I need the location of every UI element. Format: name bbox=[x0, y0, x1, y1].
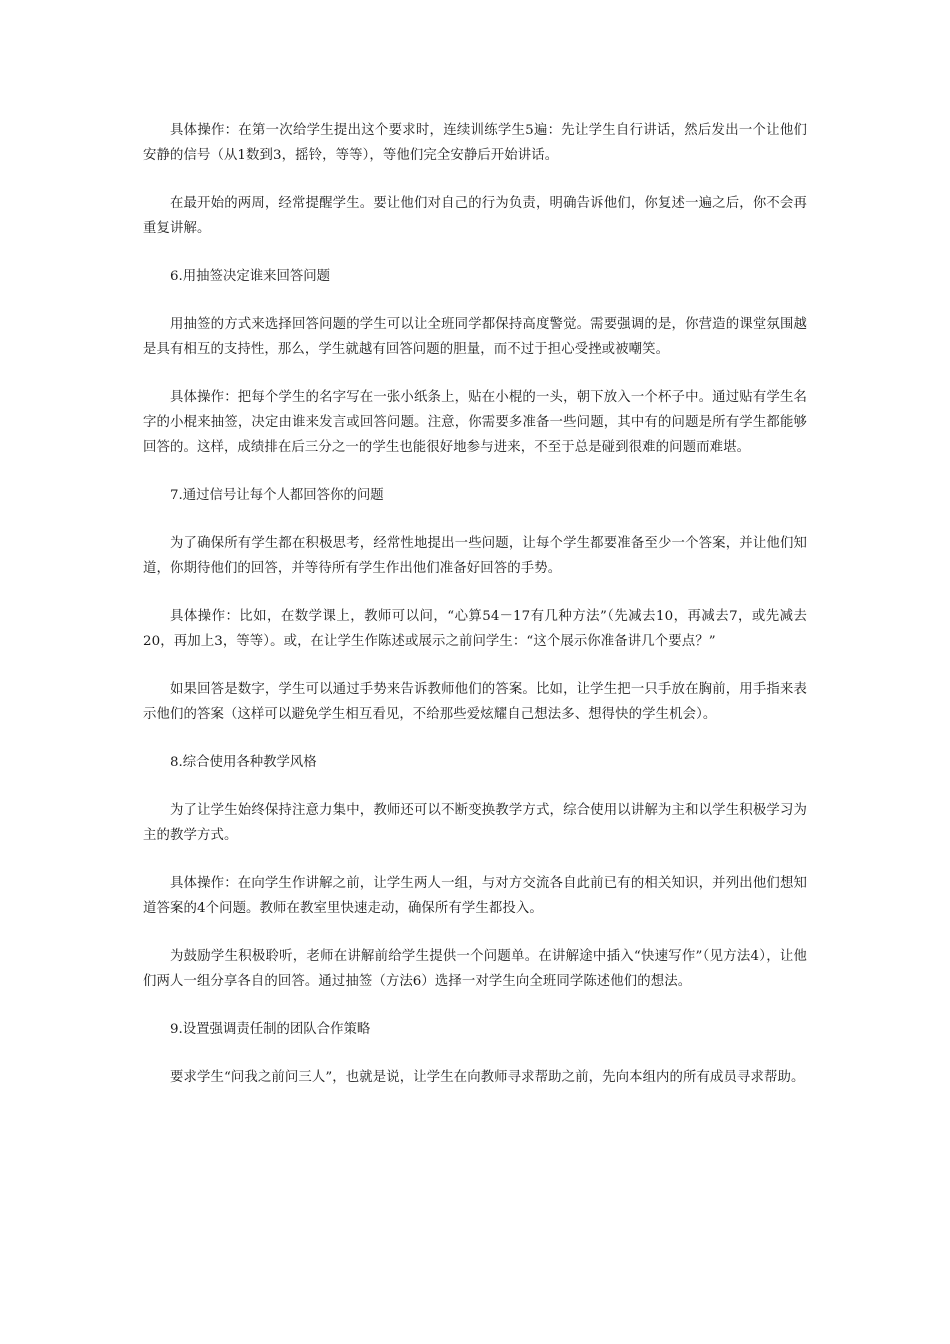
paragraph: 为了确保所有学生都在积极思考，经常性地提出一些问题，让每个学生都要准备至少一个答案，并让他们知道，你期待他们的回答，并等待所有学生作出他们准备好回答的手势。 bbox=[143, 536, 807, 576]
document-body bbox=[143, 118, 807, 1113]
section-heading: 8.综合使用各种教学风格 bbox=[170, 755, 317, 770]
paragraph: 具体操作：把每个学生的名字写在一张小纸条上，贴在小棍的一头，朝下放入一个杯子中。通过贴有学生名字的小棍来抽签，决定由谁来发言或回答问题。注意，你需要多准备一些问题，其中有的问题是所有学生都能够回答的。这样，成绩排在后三分之一的学生也能很好地参与进来，不至于总是碰到很难的问题而难堪。 bbox=[143, 390, 807, 455]
paragraph: 具体操作：在向学生作讲解之前，让学生两人一组，与对方交流各自此前已有的相关知识，并列出他们想知道答案的4个问题。教师在教室里快速走动，确保所有学生都投入。 bbox=[143, 876, 807, 916]
section-heading: 6.用抽签决定谁来回答问题 bbox=[170, 269, 331, 284]
paragraph: 具体操作：比如，在数学课上，教师可以问，“心算54－17有几种方法”（先减去10，再减去7，或先减去20，再加上3，等等）。或，在让学生作陈述或展示之前问学生：“这个展示你准备讲几个要点？” bbox=[143, 609, 807, 649]
section-heading: 7.通过信号让每个人都回答你的问题 bbox=[170, 488, 384, 503]
paragraph: 用抽签的方式来选择回答问题的学生可以让全班同学都保持高度警觉。需要强调的是，你营造的课堂氛围越是具有相互的支持性，那么，学生就越有回答问题的胆量，而不过于担心受挫或被嘲笑。 bbox=[143, 317, 807, 357]
paragraph: 要求学生“问我之前问三人”，也就是说，让学生在向教师寻求帮助之前，先向本组内的所有成员寻求帮助。 bbox=[170, 1070, 805, 1085]
paragraph: 在最开始的两周，经常提醒学生。要让他们对自己的行为负责，明确告诉他们，你复述一遍之后，你不会再重复讲解。 bbox=[143, 196, 807, 236]
paragraph: 为了让学生始终保持注意力集中，教师还可以不断变换教学方式，综合使用以讲解为主和以学生积极学习为主的教学方式。 bbox=[143, 803, 807, 843]
section-heading: 9.设置强调责任制的团队合作策略 bbox=[170, 1022, 371, 1037]
paragraph: 为鼓励学生积极聆听，老师在讲解前给学生提供一个问题单。在讲解途中插入“快速写作”（见方法4），让他们两人一组分享各自的回答。通过抽签（方法6）选择一对学生向全班同学陈述他们的想法。 bbox=[143, 949, 807, 989]
paragraph: 如果回答是数字，学生可以通过手势来告诉教师他们的答案。比如，让学生把一只手放在胸前，用手指来表示他们的答案（这样可以避免学生相互看见，不给那些爱炫耀自己想法多、想得快的学生机会）。 bbox=[143, 682, 807, 722]
paragraph: 具体操作：在第一次给学生提出这个要求时，连续训练学生5遍：先让学生自行讲话，然后发出一个让他们安静的信号（从1数到3，摇铃，等等），等他们完全安静后开始讲话。 bbox=[143, 123, 807, 163]
